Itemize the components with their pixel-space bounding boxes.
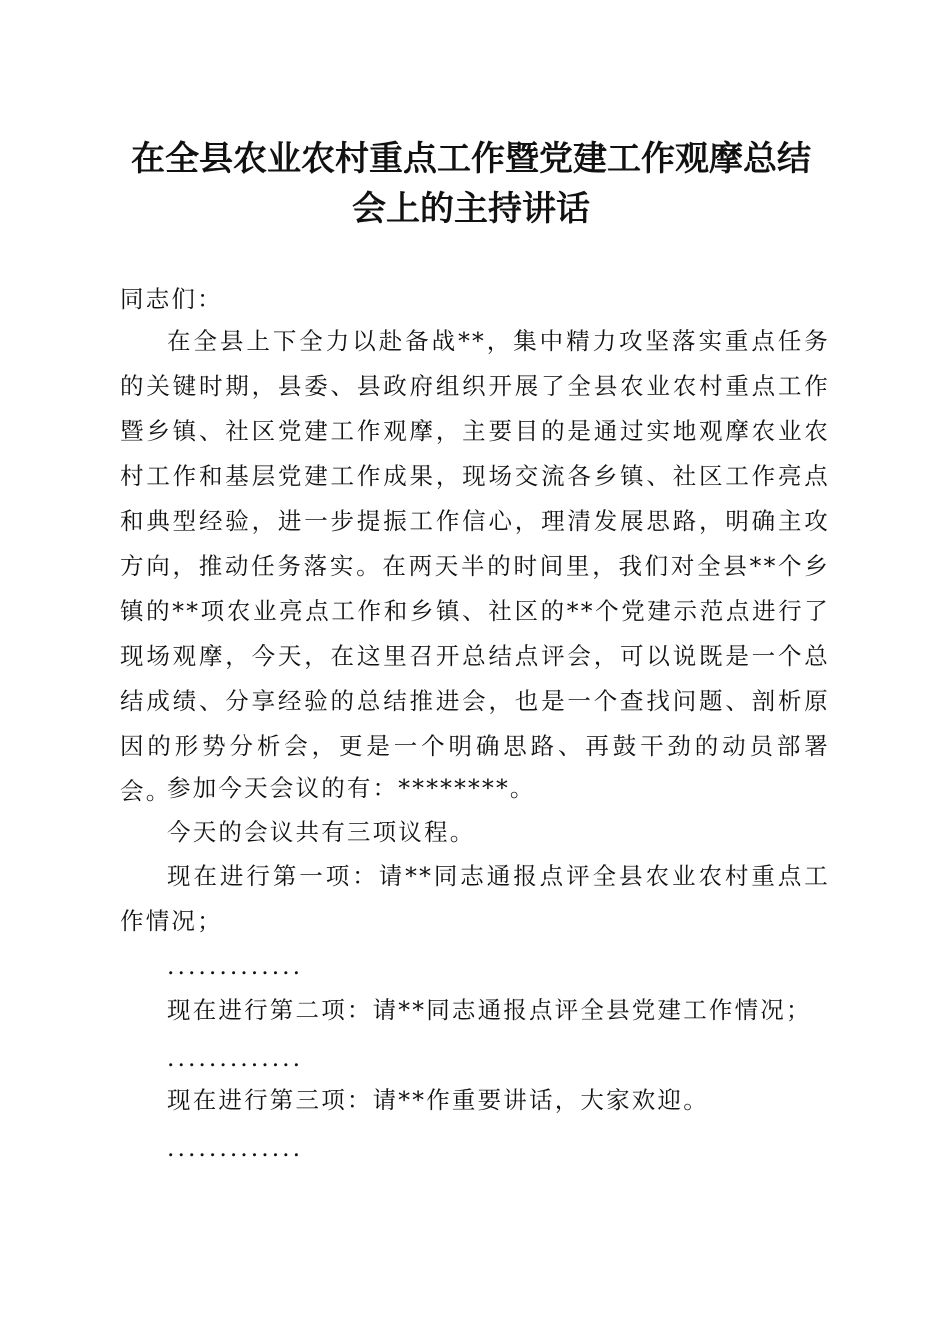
agenda-item-1: 现在进行第一项：请**同志通报点评全县农业农村重点工作情况； <box>120 862 830 935</box>
agenda-item-2: 现在进行第二项：请**同志通报点评全县党建工作情况； <box>167 996 812 1024</box>
ellipsis-2: ............. <box>167 1044 304 1072</box>
ellipsis-1: ............. <box>167 952 304 980</box>
title-line-2: 会上的主持讲话 <box>352 189 590 229</box>
ellipsis-3: ............. <box>167 1134 304 1162</box>
document-title <box>108 134 834 234</box>
attendees-paragraph: 参加今天会议的有：********。 <box>167 774 536 802</box>
title-line-1: 在全县农业农村重点工作暨党建工作观摩总结 <box>131 139 811 179</box>
agenda-intro-paragraph: 今天的会议共有三项议程。 <box>167 818 476 846</box>
salutation: 同志们： <box>120 285 223 313</box>
agenda-item-3: 现在进行第三项：请**作重要讲话，大家欢迎。 <box>167 1086 709 1114</box>
main-paragraph: 在全县上下全力以赴备战**，集中精力攻坚落实重点任务的关键时期，县委、县政府组织开展了全县农业农村重点工作暨乡镇、社区党建工作观摩，主要目的是通过实地观摩农业农村工作和基层党建工作成果，现场交流各乡镇、社区工作亮点和典型经验，进一步提振工作信心，理清发展思路，明确主攻方向，推动任务落实。在两天半的时间里，我们对全县**个乡镇的**项农业亮点工作和乡镇、社区的**个党建示范点进行了现场观摩，今天，在这里召开总结点评会，可以说既是一个总结成绩、分享经验的总结推进会，也是一个查找问题、剖析原因的形势分析会，更是一个明确思路、再鼓干劲的动员部署会。 <box>120 327 830 805</box>
